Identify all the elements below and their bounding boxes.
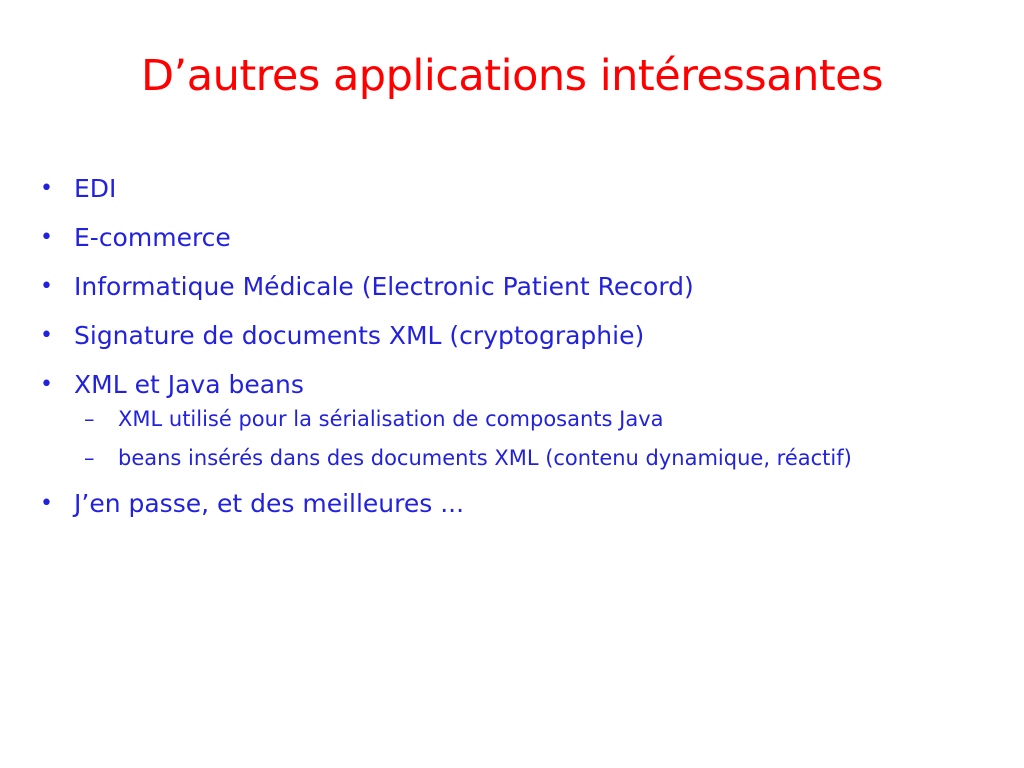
bullet-item-informatique-medicale	[38, 270, 978, 304]
bullet-text: Signature de documents XML (cryptographie)	[74, 321, 645, 350]
slide-title: D’autres applications intéressantes	[140, 51, 884, 101]
bullet-text: XML et Java beans	[74, 370, 304, 399]
bullet-text: Informatique Médicale (Electronic Patient Record)	[74, 272, 694, 301]
bullet-list	[38, 172, 978, 536]
bullet-item-ecommerce	[38, 221, 978, 255]
sub-bullet-marker: –	[84, 446, 95, 470]
bullet-marker: •	[40, 274, 53, 299]
sub-bullet-text: XML utilisé pour la sérialisation de composants Java	[118, 407, 664, 431]
bullet-marker: •	[40, 225, 53, 250]
bullet-item-jen-passe	[38, 487, 978, 521]
bullet-text: E-commerce	[74, 223, 231, 252]
sub-bullet-list	[84, 404, 978, 474]
bullet-text: J’en passe, et des meilleures ...	[74, 489, 465, 518]
bullet-marker: •	[40, 491, 53, 516]
bullet-marker: •	[40, 372, 53, 397]
sub-bullet-item-serialisation	[84, 404, 978, 435]
bullet-item-signature-xml	[38, 319, 978, 353]
bullet-marker: •	[40, 323, 53, 348]
bullet-item-xml-java-beans	[38, 368, 978, 474]
sub-bullet-item-beans-inseres	[84, 443, 978, 474]
sub-bullet-text: beans insérés dans des documents XML (contenu dynamique, réactif)	[118, 446, 852, 470]
bullet-marker: •	[40, 176, 53, 201]
bullet-text: EDI	[74, 174, 117, 203]
bullet-item-edi	[38, 172, 978, 206]
sub-bullet-marker: –	[84, 407, 95, 431]
